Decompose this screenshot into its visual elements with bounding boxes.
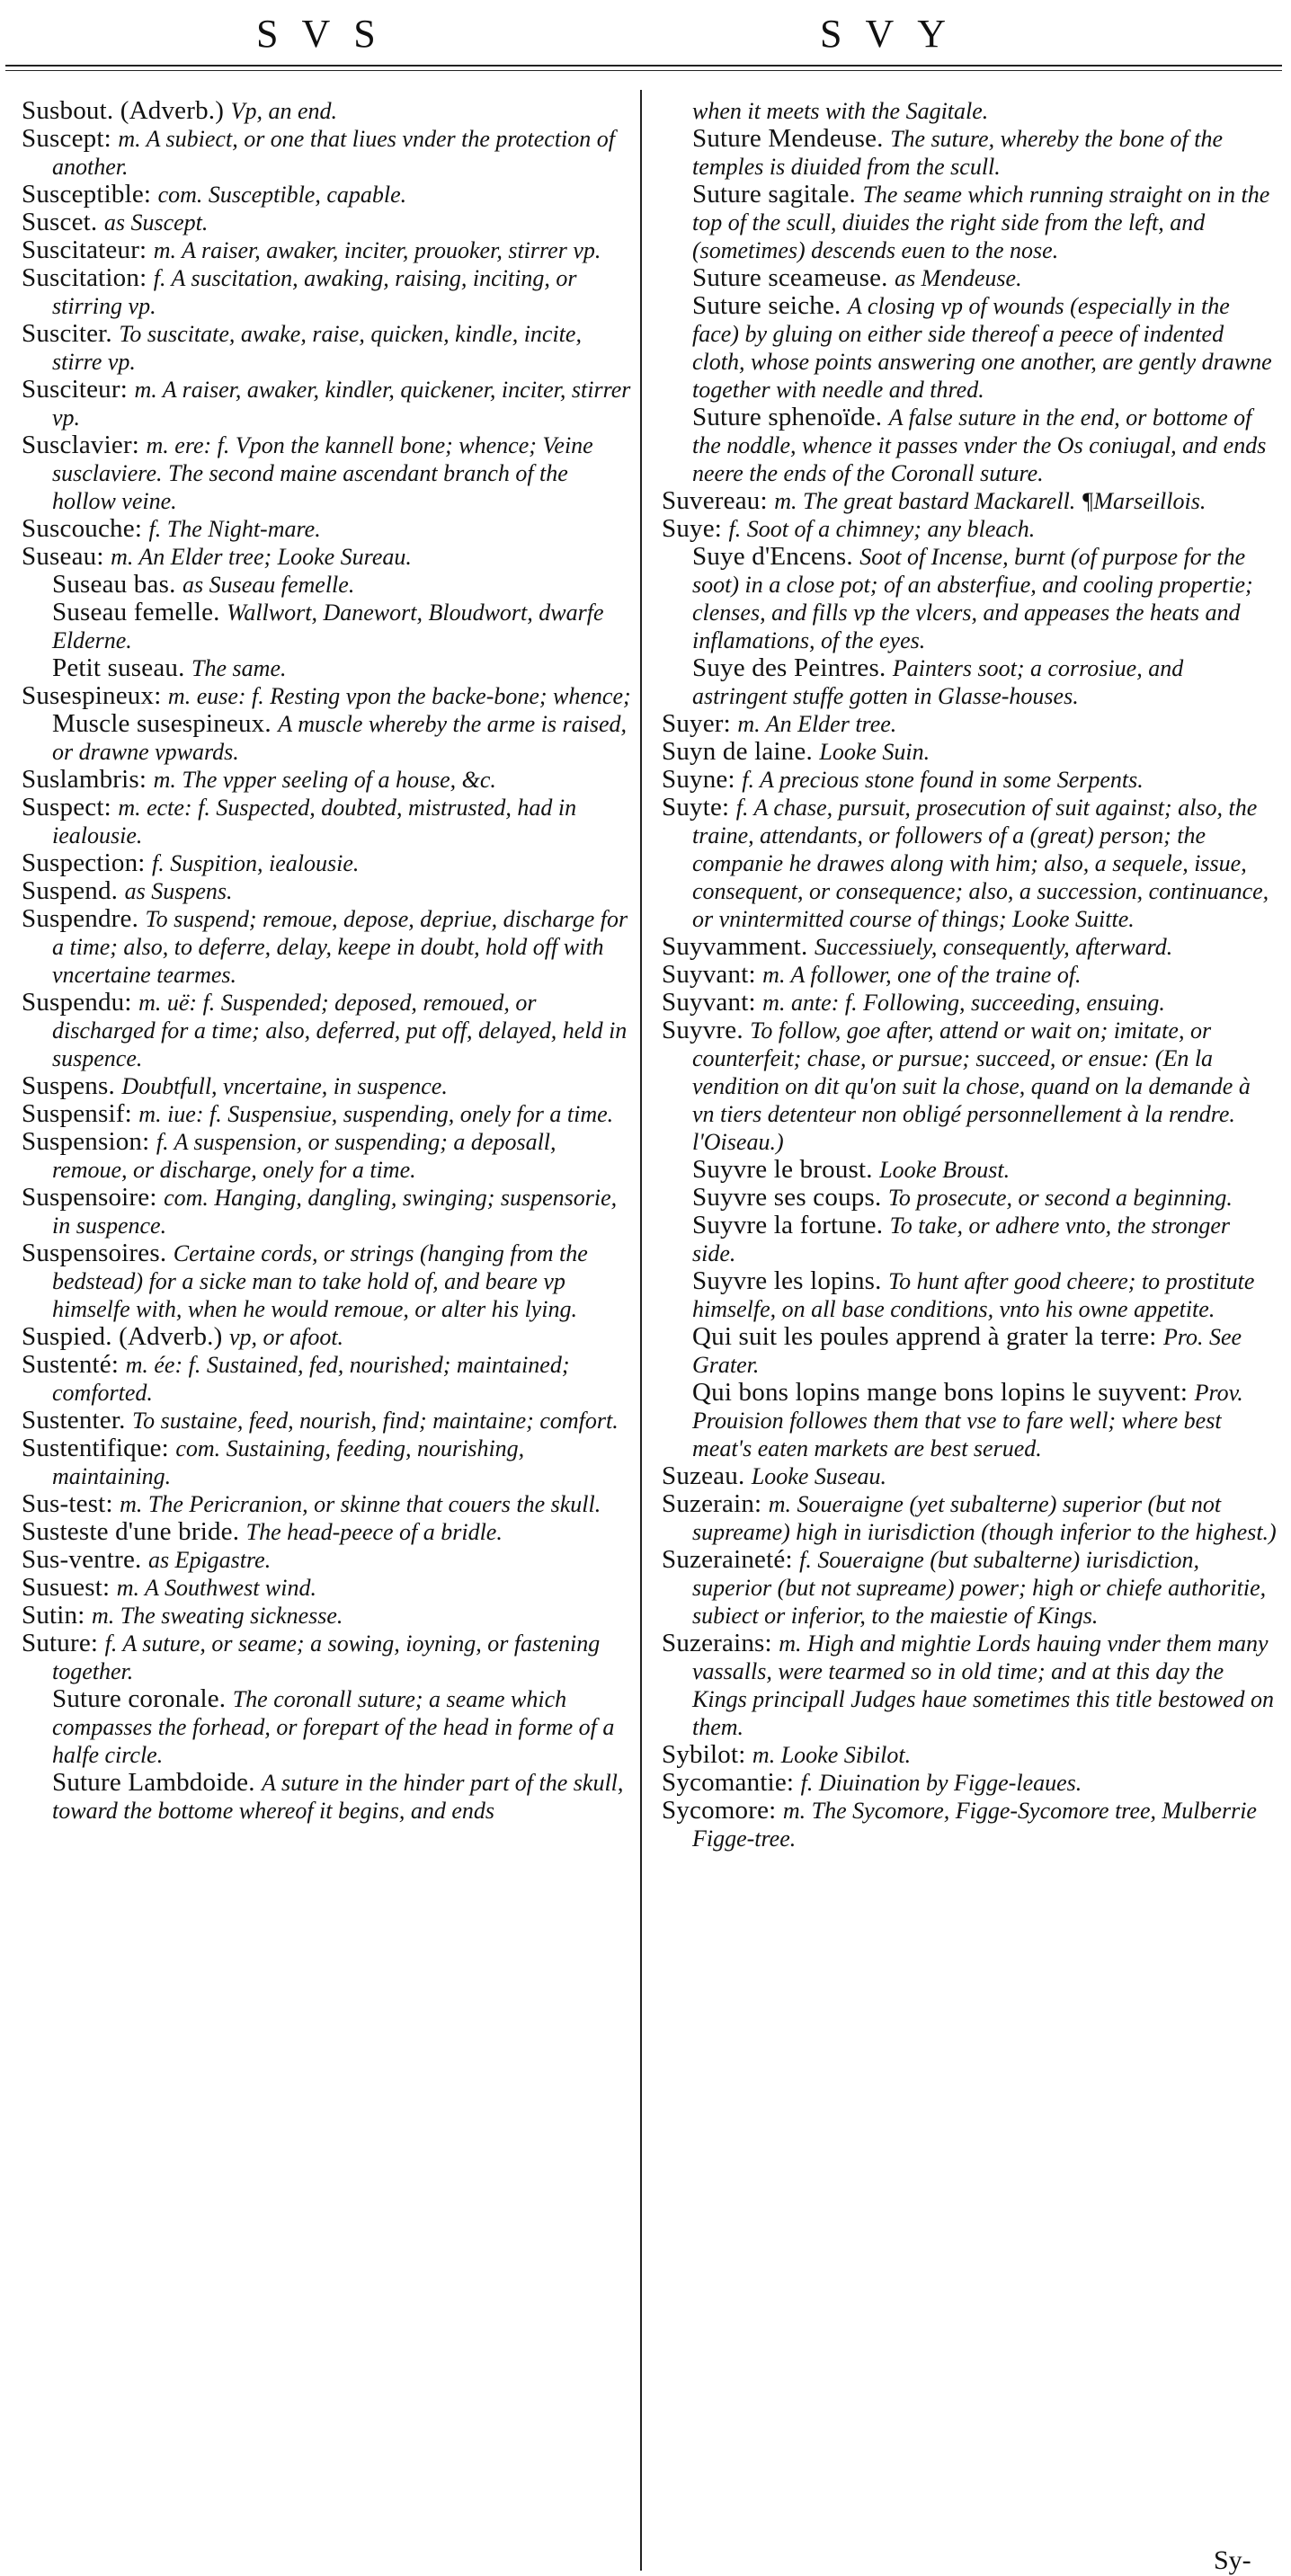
entry-headword: Suseau: (22, 542, 111, 571)
dictionary-entry (662, 404, 1277, 487)
entry-gloss: f. A chase, pursuit, prosecution of suit against; also, the traine, attendants, or followers of a (great) person; the companie he drawes along with him; also, a sequele, issue, consequent, or consequence; also, a succession, continuance, or vnintermitted course of things; Looke Suitte. (692, 795, 1269, 932)
entry-headword: Suspection: (22, 848, 152, 877)
entry-headword: Suyvre le broust. (692, 1155, 880, 1184)
entry-gloss: f. Soueraigne (but subalterne) iurisdiction, superior (but not supreame) power; high or chiefe authoritie, subiect or inferior, to the maiestie of Kings. (692, 1547, 1267, 1629)
dictionary-entry (22, 97, 637, 125)
dictionary-entry (662, 1546, 1277, 1630)
entry-gloss: m. The sweating sicknesse. (91, 1603, 343, 1629)
running-head-left: SVS (256, 12, 399, 56)
dictionary-entry (22, 1769, 637, 1825)
dictionary-entry (22, 1407, 637, 1435)
entry-gloss: The seame which running straight on in the top of the scull, diuides the right side from the left, and (sometimes) descends euen to the nose. (692, 182, 1270, 263)
dictionary-entry (662, 1462, 1277, 1490)
entry-gloss: Certaine cords, or strings (hanging from the bedstead) for a sicke man to take hold of, and beare vp himselfe with, when he would remoue, or alter his lying. (52, 1240, 588, 1322)
entry-headword: Suture: (22, 1629, 105, 1657)
entry-headword: Susespineux: (22, 681, 168, 710)
entry-headword: Suzeraineté: (662, 1545, 800, 1574)
dictionary-entry (22, 905, 637, 989)
entry-headword: Susceptible: (22, 180, 158, 209)
entry-headword: Suspendu: (22, 988, 139, 1017)
frame-top-rule-inner (5, 70, 1282, 71)
entry-gloss: The coronall suture; a seame which compasses the forhead, or forepart of the head in forme of a halfe circle. (52, 1686, 615, 1768)
dictionary-entry (662, 487, 1277, 515)
entry-headword: Suyvant: (662, 960, 763, 989)
entry-gloss: f. The Night-mare. (148, 516, 321, 542)
dictionary-entry (22, 877, 637, 905)
dictionary-entry (22, 849, 637, 877)
entry-headword: Sus-ventre. (22, 1545, 148, 1574)
entry-headword: Qui suit les poules apprend à grater la terre: (692, 1322, 1163, 1351)
entry-headword: Suseau bas. (52, 570, 183, 599)
dictionary-entry (662, 1267, 1277, 1323)
entry-headword: Suseau femelle. (52, 598, 227, 626)
dictionary-entry (22, 181, 637, 209)
entry-gloss: A suture in the hinder part of the skull, toward the bottome whereof it begins, and ends (52, 1770, 624, 1824)
entry-gloss: m. iue: f. Suspensiue, suspending, onely for a time. (138, 1101, 614, 1127)
dictionary-entry (22, 1574, 637, 1602)
entry-headword: Suspendre. (22, 904, 146, 933)
entry-headword: Sustenté: (22, 1350, 126, 1379)
entry-gloss: To sustaine, feed, nourish, find; maintaine; comfort. (132, 1408, 619, 1434)
dictionary-entry (22, 1602, 637, 1630)
dictionary-entry (22, 1490, 637, 1518)
entry-headword: Suyn de laine. (662, 737, 820, 766)
dictionary-entry (22, 989, 637, 1072)
entry-headword: Suzerain: (662, 1489, 769, 1518)
dictionary-entry (662, 264, 1277, 292)
dictionary-entry (662, 961, 1277, 989)
entry-gloss: m. Soueraigne (yet subalterne) superior (but not supreame) high in iurisdiction (though inferior to the highest.) (692, 1491, 1277, 1545)
entry-gloss: The head-peece of a bridle. (245, 1519, 503, 1545)
entry-gloss: m. The Sycomore, Figge-Sycomore tree, Mulberrie Figge-tree. (692, 1798, 1257, 1852)
entry-gloss: Painters soot; a corrosiue, and astringent stuffe gotten in Glasse-houses. (692, 655, 1184, 709)
entry-gloss: Vp, an end. (230, 98, 337, 124)
entry-gloss: Doubtfull, vncertaine, in suspence. (121, 1073, 448, 1099)
entry-headword: Qui bons lopins mange bons lopins le suyvent: (692, 1378, 1195, 1407)
entry-headword: Suture coronale. (52, 1684, 233, 1713)
dictionary-entry (22, 431, 637, 515)
entry-gloss: To take, or adhere vnto, the stronger side. (692, 1212, 1231, 1266)
entry-gloss: m. ée: f. Sustained, fed, nourished; maintained; comforted. (52, 1352, 570, 1406)
dictionary-entry (662, 1017, 1277, 1156)
dictionary-entry (662, 933, 1277, 961)
entry-headword: Susciteur: (22, 375, 135, 404)
entry-gloss: A muscle whereby the arme is raised, or drawne vpwards. (52, 711, 628, 765)
dictionary-entry (662, 1797, 1277, 1852)
entry-gloss: m. An Elder tree; Looke Sureau. (111, 544, 412, 570)
entry-headword: Suspensif: (22, 1099, 139, 1128)
dictionary-entry (22, 571, 637, 599)
entry-gloss: as Suspens. (124, 878, 233, 904)
entry-gloss: To suspend; remoue, depose, depriue, discharge for a time; also, to deferre, delay, keepe in doubt, hold off with vncertaine tearmes. (52, 906, 628, 988)
entry-headword: Suscouche: (22, 514, 149, 543)
entry-gloss: Looke Suseau. (751, 1463, 887, 1489)
entry-headword: Susuest: (22, 1573, 117, 1602)
entry-headword: Suyvre les lopins. (692, 1266, 889, 1295)
entry-headword: Suyvamment. (662, 932, 815, 961)
dictionary-entry (22, 209, 637, 236)
dictionary-entry (662, 1379, 1277, 1462)
entry-headword: Suyne: (662, 765, 743, 794)
entry-headword: Suye d'Encens. (692, 542, 860, 571)
entry-headword: Suspension: (22, 1127, 156, 1156)
entry-headword: Sustenter. (22, 1406, 133, 1435)
dictionary-entry (22, 654, 637, 682)
left-column (22, 97, 637, 1825)
entry-gloss: The suture, whereby the bone of the temples is diuided from the scull. (692, 126, 1224, 180)
dictionary-entry (662, 1490, 1277, 1546)
dictionary-entry (22, 1323, 637, 1351)
dictionary-entry (662, 97, 1277, 125)
dictionary-entry (662, 1741, 1277, 1769)
dictionary-entry (22, 599, 637, 654)
entry-gloss: m. An Elder tree. (737, 711, 897, 737)
dictionary-entry (22, 264, 637, 320)
dictionary-entry (22, 1351, 637, 1407)
entry-gloss: f. A precious stone found in some Serpents. (742, 767, 1144, 793)
dictionary-entry (662, 1769, 1277, 1797)
dictionary-entry (22, 1128, 637, 1184)
entry-gloss: as Epigastre. (147, 1547, 272, 1573)
entry-headword: Suyer: (662, 709, 738, 738)
entry-headword: Suslambris: (22, 765, 154, 794)
right-column (662, 97, 1277, 1852)
entry-gloss: Prov. Prouision followes them that vse to fare well; where best meat's eaten markets are best serued. (692, 1380, 1243, 1461)
entry-gloss: Soot of Incense, burnt (of purpose for the soot) in a close pot; of an absterfiue, and cooling propertie; clenses, and fills vp the vlcers, and appeases the heats and inflamations, of the eyes. (692, 544, 1253, 653)
entry-headword: Suscept: (22, 124, 119, 153)
entry-headword: Suzerains: (662, 1629, 779, 1657)
entry-gloss: To suscitate, awake, raise, quicken, kindle, incite, stirre vp. (52, 321, 582, 375)
entry-gloss: f. Soot of a chimney; any bleach. (728, 516, 1036, 542)
entry-gloss: To follow, goe after, attend or wait on; imitate, or counterfeit; chase, or pursue; succeed, or ensue: (En la vendition on dit qu'on suit la chose, quand on la demande à vn tiers detenteur non obligé personnellement à la rendre. l'Oiseau.) (692, 1017, 1251, 1155)
entry-headword: Sybilot: (662, 1740, 752, 1769)
entry-gloss: m. The Pericranion, or skinne that couers the skull. (120, 1491, 601, 1517)
dictionary-entry (662, 794, 1277, 933)
entry-headword: Sycomantie: (662, 1768, 801, 1797)
entry-gloss: To prosecute, or second a beginning. (887, 1185, 1233, 1211)
dictionary-entry (22, 1100, 637, 1128)
entry-gloss: as Suscept. (103, 209, 209, 235)
dictionary-entry (22, 1184, 637, 1239)
entry-gloss: m. euse: f. Resting vpon the backe-bone; whence; (167, 683, 631, 709)
dictionary-entry (662, 1212, 1277, 1267)
entry-headword: Suspens. (22, 1071, 122, 1100)
dictionary-entry (662, 125, 1277, 181)
dictionary-entry (22, 1518, 637, 1546)
entry-headword: Suzeau. (662, 1461, 752, 1490)
entry-gloss: as Suseau femelle. (182, 572, 355, 598)
entry-headword: Suspensoire: (22, 1183, 165, 1212)
entry-headword: Susbout. (Adverb.) (22, 96, 231, 125)
entry-gloss: m. High and mightie Lords hauing vnder them many vassalls, were tearmed so in old time; and at this day the Kings principall Judges haue sometimes this title bestowed on them. (692, 1630, 1275, 1740)
dictionary-entry (22, 376, 637, 431)
dictionary-entry (22, 515, 637, 543)
entry-headword: Suyvant: (662, 988, 763, 1017)
entry-headword: Suscitateur: (22, 235, 154, 264)
dictionary-entry (22, 766, 637, 794)
dictionary-entry (22, 1435, 637, 1490)
entry-gloss: Successiuely, consequently, afterward. (814, 934, 1173, 960)
entry-headword: Suscitation: (22, 263, 154, 292)
entry-headword: Sustentifique: (22, 1434, 176, 1462)
dictionary-entry (22, 1685, 637, 1769)
running-head-right: SVY (820, 12, 970, 56)
dictionary-entry (22, 710, 637, 766)
page-header (0, 0, 1291, 72)
entry-gloss: com. Susceptible, capable. (157, 182, 407, 208)
column-divider (640, 90, 642, 2571)
entry-gloss: Looke Broust. (879, 1157, 1011, 1183)
dictionary-entry (22, 794, 637, 849)
entry-gloss: A false suture in the end, or bottome of the noddle, whence it passes vnder the Os coniugal, and ends neere the ends of the Coronall suture. (692, 404, 1267, 486)
entry-gloss: m. ecte: f. Suspected, doubted, mistrusted, had in iealousie. (52, 795, 577, 848)
entry-headword: Suture sceameuse. (692, 263, 895, 292)
dictionary-entry (22, 682, 637, 710)
entry-headword: Suye: (662, 514, 729, 543)
entry-gloss: com. Hanging, dangling, swinging; suspensorie, in suspence. (52, 1185, 618, 1239)
entry-headword: Petit suseau. (52, 653, 192, 682)
entry-gloss: The same. (191, 655, 287, 681)
entry-headword: Sus-test: (22, 1489, 120, 1518)
catchword: Sy- (1214, 2545, 1251, 2575)
entry-headword: Suture seiche. (692, 291, 848, 320)
entry-gloss: m. A raiser, awaker, kindler, quickener, inciter, stirrer vp. (52, 377, 631, 431)
dictionary-entry (662, 654, 1277, 710)
entry-gloss: Looke Suin. (819, 739, 930, 765)
entry-gloss: f. A suscitation, awaking, raising, inciting, or stirring vp. (52, 265, 577, 319)
entry-headword: Susteste d'une bride. (22, 1517, 246, 1546)
entry-gloss: vp, or afoot. (228, 1324, 344, 1350)
entry-gloss: m. The vpper seeling of a house, &c. (153, 767, 496, 793)
entry-headword: Suspect: (22, 793, 119, 822)
dictionary-entry (22, 1546, 637, 1574)
entry-gloss: when it meets with the Sagitale. (692, 98, 989, 124)
entry-gloss: To hunt after good cheere; to prostitute himselfe, on all base conditions, vnto his owne appetite. (692, 1268, 1255, 1322)
dictionary-entry (22, 1239, 637, 1323)
dictionary-entry (22, 236, 637, 264)
entry-headword: Suspied. (Adverb.) (22, 1322, 229, 1351)
entry-headword: Suspend. (22, 876, 125, 905)
entry-gloss: f. A suture, or seame; a sowing, ioyning, or fastening together. (52, 1630, 601, 1684)
entry-gloss: f. Suspition, iealousie. (151, 850, 360, 876)
dictionary-entry (22, 125, 637, 181)
entry-headword: Sutin: (22, 1601, 92, 1630)
dictionary-entry (662, 766, 1277, 794)
entry-headword: Suyvre la fortune. (692, 1211, 890, 1239)
entry-gloss: A closing vp of wounds (especially in the face) by gluing on either side thereof a peece of indented cloth, whose points answering one another, are gently drawne together with needle and thred. (692, 293, 1272, 403)
entry-headword: Suye des Peintres. (692, 653, 893, 682)
entry-headword: Susciter. (22, 319, 120, 348)
entry-headword: Suyte: (662, 793, 736, 822)
entry-headword: Suscet. (22, 208, 104, 236)
dictionary-entry (22, 1630, 637, 1685)
entry-headword: Suture Mendeuse. (692, 124, 891, 153)
dictionary-entry (662, 292, 1277, 404)
dictionary-entry (662, 1630, 1277, 1741)
entry-headword: Suture Lambdoide. (52, 1768, 263, 1797)
dictionary-entry (662, 1156, 1277, 1184)
dictionary-entry (662, 181, 1277, 264)
entry-gloss: m. A follower, one of the traine of. (762, 962, 1082, 988)
dictionary-entry (662, 1323, 1277, 1379)
entry-headword: Suture sphenoïde. (692, 403, 889, 431)
entry-gloss: m. ante: f. Following, succeeding, ensuing. (762, 990, 1165, 1016)
dictionary-entry (662, 1184, 1277, 1212)
entry-headword: Suvereau: (662, 486, 775, 515)
entry-headword: Suspensoires. (22, 1239, 174, 1267)
entry-gloss: Wallwort, Danewort, Bloudwort, dwarfe Elderne. (52, 600, 604, 653)
entry-gloss: f. Diuination by Figge-leaues. (800, 1770, 1082, 1796)
dictionary-entry (22, 1072, 637, 1100)
entry-gloss: as Mendeuse. (895, 265, 1022, 291)
dictionary-entry (662, 738, 1277, 766)
entry-headword: Muscle susespineux. (52, 709, 279, 738)
dictionary-entry (662, 543, 1277, 654)
entry-gloss: Pro. See Grater. (692, 1324, 1242, 1378)
entry-gloss: f. A suspension, or suspending; a deposall, remoue, or discharge, onely for a time. (52, 1129, 556, 1183)
dictionary-entry (22, 543, 637, 571)
entry-gloss: m. A Southwest wind. (116, 1575, 316, 1601)
dictionary-entry (22, 320, 637, 376)
entry-gloss: m. The great bastard Mackarell. ¶Marseillois. (774, 488, 1206, 514)
entry-headword: Sycomore: (662, 1796, 783, 1825)
entry-headword: Suyvre. (662, 1016, 751, 1044)
dictionary-entry (662, 710, 1277, 738)
entry-gloss: m. Looke Sibilot. (752, 1742, 912, 1768)
entry-gloss: m. A raiser, awaker, inciter, prouoker, stirrer vp. (153, 237, 601, 263)
entry-gloss: m. uë: f. Suspended; deposed, remoued, or discharged for a time; also, deferred, put off, delayed, held in suspence. (52, 990, 628, 1071)
dictionary-entry (662, 515, 1277, 543)
entry-gloss: m. A subiect, or one that liues vnder the protection of another. (52, 126, 615, 180)
entry-headword: Susclavier: (22, 431, 147, 459)
entry-headword: Suyvre ses coups. (692, 1183, 888, 1212)
entry-gloss: com. Sustaining, feeding, nourishing, maintaining. (52, 1435, 525, 1489)
entry-gloss: m. ere: f. Vpon the kannell bone; whence; Veine susclaviere. The second maine ascendant branch of the hollow veine. (52, 432, 593, 514)
frame-top-rule (5, 65, 1282, 67)
dictionary-entry (662, 989, 1277, 1017)
entry-headword: Suture sagitale. (692, 180, 863, 209)
